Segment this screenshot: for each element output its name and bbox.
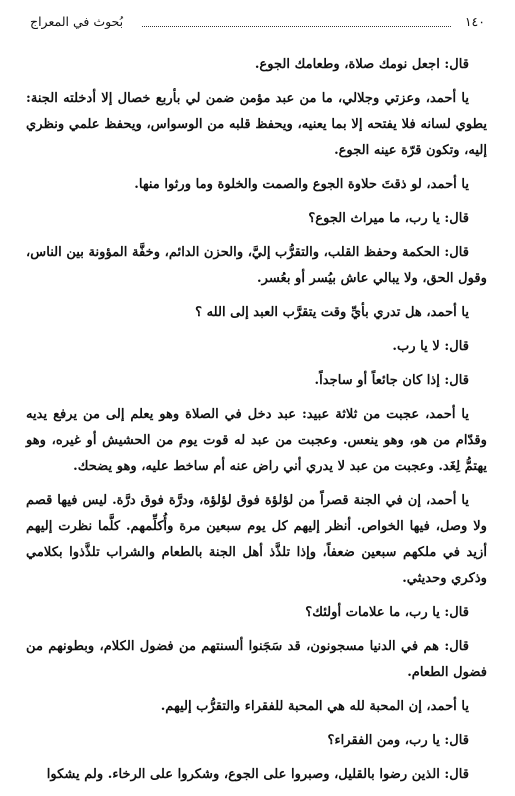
book-title: بُحوث في المعراج xyxy=(30,14,124,29)
paragraph: قال: يا رب، ما علامات أولئك؟ xyxy=(305,605,469,620)
page-number: ١٤٠ xyxy=(464,14,485,29)
paragraph: يا أحمد، إن المحبة لله هي المحبة للفقراء والتقرُّب إليهم. xyxy=(160,699,469,714)
paragraph: قال: اجعل نومك صلاة، وطعامك الجوع. xyxy=(254,57,469,72)
page-header xyxy=(30,14,485,32)
paragraph: يا أحمد، إن في الجنة قصراً من لؤلؤة فوق لؤلؤة، ودرَّة فوق درَّة. ليس فيها قصم ولا وصل، فيها الخواص. أنظر إليهم كل يوم سبعين مرة وأُكلِّمهم. كلَّما نظرت إليهم أزيد في ملكهم سبعين ضعفاً، وإذا تلذَّذ أهل الجنة بالطعام والشراب تلذَّذوا بكلامي وذكري وحديثي. xyxy=(26,493,487,586)
paragraph: قال: يا رب، ومن الفقراء؟ xyxy=(327,733,469,748)
paragraph: يا أحمد، عجبت من ثلاثة عبيد: عبد دخل في الصلاة وهو يعلم إلى من يرفع يديه وقدّام من هو، وهو ينعس. وعجبت من عبد له قوت يوم من الحشيش أو غيره، وهو يهتمُّ لِغَد. وعجبت من عبد لا يدري أني راض عنه أم ساخط عليه، وهو يضحك. xyxy=(26,407,487,474)
paragraph: قال: الذين رضوا بالقليل، وصبروا على الجوع، وشكروا على الرخاء. ولم يشكوا xyxy=(46,767,469,782)
paragraph: يا أحمد، وعزتي وجلالي، ما من عبد مؤمن ضمن لي بأربع خصال إلا أدخلته الجنة: يطوي لسانه فلا يفتحه إلا بما يعنيه، ويحفظ قلبه من الوسواس، ويحفظ علمي ونظري إليه، وتكون قرّة عينه الجوع. xyxy=(26,91,487,158)
body-text xyxy=(26,52,487,796)
paragraph: قال: يا رب، ما ميراث الجوع؟ xyxy=(308,211,469,226)
paragraph: قال: هم في الدنيا مسجونون، قد سَجَنوا ألسنتهم من فضول الكلام، وبطونهم من فضول الطعام. xyxy=(26,639,487,680)
paragraph: قال: لا يا رب. xyxy=(392,339,469,354)
paragraph: يا أحمد، لو ذقتَ حلاوة الجوع والصمت والخلوة وما ورثوا منها. xyxy=(134,177,469,192)
paragraph: قال: الحكمة وحفظ القلب، والتقرُّب إليَّ، والحزن الدائم، وخفَّة المؤونة بين الناس، وقول الحق، ولا يبالي عاش بيُسر أو بعُسر. xyxy=(26,245,487,286)
header-dotted-leader xyxy=(142,18,451,27)
paragraph: يا أحمد، هل تدري بأيِّ وقت يتقرَّب العبد إلى الله ؟ xyxy=(195,305,469,320)
paragraph: قال: إذا كان جائعاً أو ساجداً. xyxy=(314,373,469,388)
